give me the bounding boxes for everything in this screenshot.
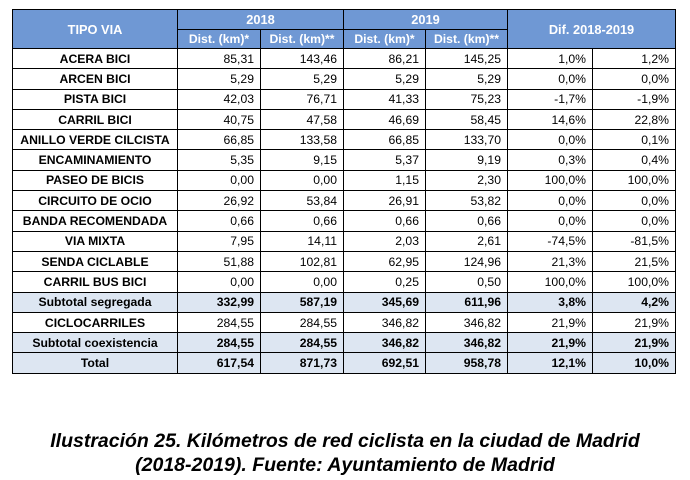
value-cell: 0,0%: [508, 130, 593, 150]
value-cell: 21,5%: [593, 251, 676, 271]
value-cell: 42,03: [178, 89, 261, 109]
figure-caption: [0, 429, 690, 477]
cycling-network-table: [12, 9, 676, 374]
table-row: [13, 333, 676, 353]
value-cell: -1,7%: [508, 89, 593, 109]
value-cell: 0,00: [178, 170, 261, 190]
road-type-cell: SENDA CICLABLE: [13, 251, 178, 271]
value-cell: 5,29: [344, 69, 426, 89]
table-row: [13, 353, 676, 373]
road-type-cell: BANDA RECOMENDADA: [13, 211, 178, 231]
value-cell: 133,70: [426, 130, 508, 150]
road-type-cell: ARCEN BICI: [13, 69, 178, 89]
value-cell: 0,0%: [593, 191, 676, 211]
value-cell: 9,15: [261, 150, 344, 170]
value-cell: 143,46: [261, 49, 344, 69]
value-cell: 346,82: [344, 333, 426, 353]
value-cell: 51,88: [178, 251, 261, 271]
value-cell: 26,92: [178, 191, 261, 211]
value-cell: 86,21: [344, 49, 426, 69]
table-row: [13, 130, 676, 150]
table-row: [13, 89, 676, 109]
value-cell: 62,95: [344, 251, 426, 271]
value-cell: 100,0%: [508, 272, 593, 292]
value-cell: 0,0%: [508, 69, 593, 89]
value-cell: 1,0%: [508, 49, 593, 69]
road-type-cell: ANILLO VERDE CILCISTA: [13, 130, 178, 150]
road-type-cell: CIRCUITO DE OCIO: [13, 191, 178, 211]
road-type-cell: ENCAMINAMIENTO: [13, 150, 178, 170]
value-cell: 0,00: [261, 170, 344, 190]
value-cell: 66,85: [178, 130, 261, 150]
value-cell: 2,61: [426, 231, 508, 251]
table-row: [13, 109, 676, 129]
header-2019-dist-1: Dist. (km)*: [344, 30, 426, 49]
road-type-cell: Total: [13, 353, 178, 373]
value-cell: 0,50: [426, 272, 508, 292]
value-cell: 5,37: [344, 150, 426, 170]
value-cell: 1,2%: [593, 49, 676, 69]
value-cell: 40,75: [178, 109, 261, 129]
value-cell: 692,51: [344, 353, 426, 373]
value-cell: 2,30: [426, 170, 508, 190]
table-row: [13, 170, 676, 190]
value-cell: 0,0%: [593, 211, 676, 231]
value-cell: 21,3%: [508, 251, 593, 271]
value-cell: 66,85: [344, 130, 426, 150]
value-cell: 0,3%: [508, 150, 593, 170]
table-row: [13, 69, 676, 89]
road-type-cell: CARRIL BICI: [13, 109, 178, 129]
caption-line-1: Ilustración 25. Kilómetros de red ciclista en la ciudad de Madrid: [50, 430, 640, 452]
value-cell: 958,78: [426, 353, 508, 373]
value-cell: 100,0%: [593, 272, 676, 292]
value-cell: 611,96: [426, 292, 508, 312]
value-cell: 0,66: [178, 211, 261, 231]
value-cell: 284,55: [261, 333, 344, 353]
header-type-column: TIPO VIA: [13, 10, 178, 49]
value-cell: 22,8%: [593, 109, 676, 129]
value-cell: 21,9%: [508, 333, 593, 353]
value-cell: 41,33: [344, 89, 426, 109]
value-cell: 5,29: [426, 69, 508, 89]
value-cell: 5,29: [178, 69, 261, 89]
value-cell: -74,5%: [508, 231, 593, 251]
table-row: [13, 211, 676, 231]
value-cell: 587,19: [261, 292, 344, 312]
value-cell: -1,9%: [593, 89, 676, 109]
header-year-2019: 2019: [344, 10, 508, 30]
header-difference: Dif. 2018-2019: [508, 10, 676, 49]
value-cell: 0,25: [344, 272, 426, 292]
value-cell: 284,55: [178, 333, 261, 353]
value-cell: 3,8%: [508, 292, 593, 312]
table-body: [13, 49, 676, 374]
value-cell: 1,15: [344, 170, 426, 190]
value-cell: 0,0%: [508, 191, 593, 211]
header-2018-dist-2: Dist. (km)**: [261, 30, 344, 49]
value-cell: 145,25: [426, 49, 508, 69]
value-cell: 26,91: [344, 191, 426, 211]
value-cell: 53,84: [261, 191, 344, 211]
table-row: [13, 272, 676, 292]
value-cell: 47,58: [261, 109, 344, 129]
value-cell: 0,1%: [593, 130, 676, 150]
value-cell: 0,0%: [593, 69, 676, 89]
value-cell: 21,9%: [508, 312, 593, 332]
value-cell: 0,66: [426, 211, 508, 231]
road-type-cell: ACERA BICI: [13, 49, 178, 69]
header-year-2018: 2018: [178, 10, 344, 30]
table-row: [13, 251, 676, 271]
value-cell: 0,4%: [593, 150, 676, 170]
table-header-row: [13, 10, 676, 30]
header-2019-dist-2: Dist. (km)**: [426, 30, 508, 49]
value-cell: 2,03: [344, 231, 426, 251]
value-cell: 21,9%: [593, 312, 676, 332]
table-row: [13, 150, 676, 170]
road-type-cell: PISTA BICI: [13, 89, 178, 109]
value-cell: 76,71: [261, 89, 344, 109]
table-row: [13, 231, 676, 251]
road-type-cell: CARRIL BUS BICI: [13, 272, 178, 292]
value-cell: 0,66: [344, 211, 426, 231]
road-type-cell: PASEO DE BICIS: [13, 170, 178, 190]
value-cell: 346,82: [426, 312, 508, 332]
value-cell: 14,6%: [508, 109, 593, 129]
value-cell: 10,0%: [593, 353, 676, 373]
value-cell: 133,58: [261, 130, 344, 150]
table-row: [13, 49, 676, 69]
value-cell: 4,2%: [593, 292, 676, 312]
table-row: [13, 191, 676, 211]
value-cell: 53,82: [426, 191, 508, 211]
caption-line-2: (2018-2019). Fuente: Ayuntamiento de Madrid: [135, 454, 555, 476]
value-cell: 7,95: [178, 231, 261, 251]
value-cell: 102,81: [261, 251, 344, 271]
value-cell: 5,35: [178, 150, 261, 170]
header-2018-dist-1: Dist. (km)*: [178, 30, 261, 49]
road-type-cell: Subtotal coexistencia: [13, 333, 178, 353]
value-cell: 346,82: [426, 333, 508, 353]
value-cell: 5,29: [261, 69, 344, 89]
road-type-cell: CICLOCARRILES: [13, 312, 178, 332]
value-cell: 14,11: [261, 231, 344, 251]
value-cell: 345,69: [344, 292, 426, 312]
value-cell: 617,54: [178, 353, 261, 373]
value-cell: 85,31: [178, 49, 261, 69]
value-cell: 46,69: [344, 109, 426, 129]
road-type-cell: Subtotal segregada: [13, 292, 178, 312]
value-cell: 100,0%: [508, 170, 593, 190]
value-cell: 124,96: [426, 251, 508, 271]
table-row: [13, 292, 676, 312]
value-cell: 9,19: [426, 150, 508, 170]
value-cell: 284,55: [178, 312, 261, 332]
value-cell: 0,66: [261, 211, 344, 231]
value-cell: 100,0%: [593, 170, 676, 190]
value-cell: 0,00: [261, 272, 344, 292]
value-cell: 284,55: [261, 312, 344, 332]
value-cell: 332,99: [178, 292, 261, 312]
value-cell: 58,45: [426, 109, 508, 129]
road-type-cell: VIA MIXTA: [13, 231, 178, 251]
value-cell: -81,5%: [593, 231, 676, 251]
value-cell: 871,73: [261, 353, 344, 373]
table-row: [13, 312, 676, 332]
value-cell: 12,1%: [508, 353, 593, 373]
value-cell: 0,00: [178, 272, 261, 292]
value-cell: 75,23: [426, 89, 508, 109]
value-cell: 21,9%: [593, 333, 676, 353]
value-cell: 0,0%: [508, 211, 593, 231]
value-cell: 346,82: [344, 312, 426, 332]
